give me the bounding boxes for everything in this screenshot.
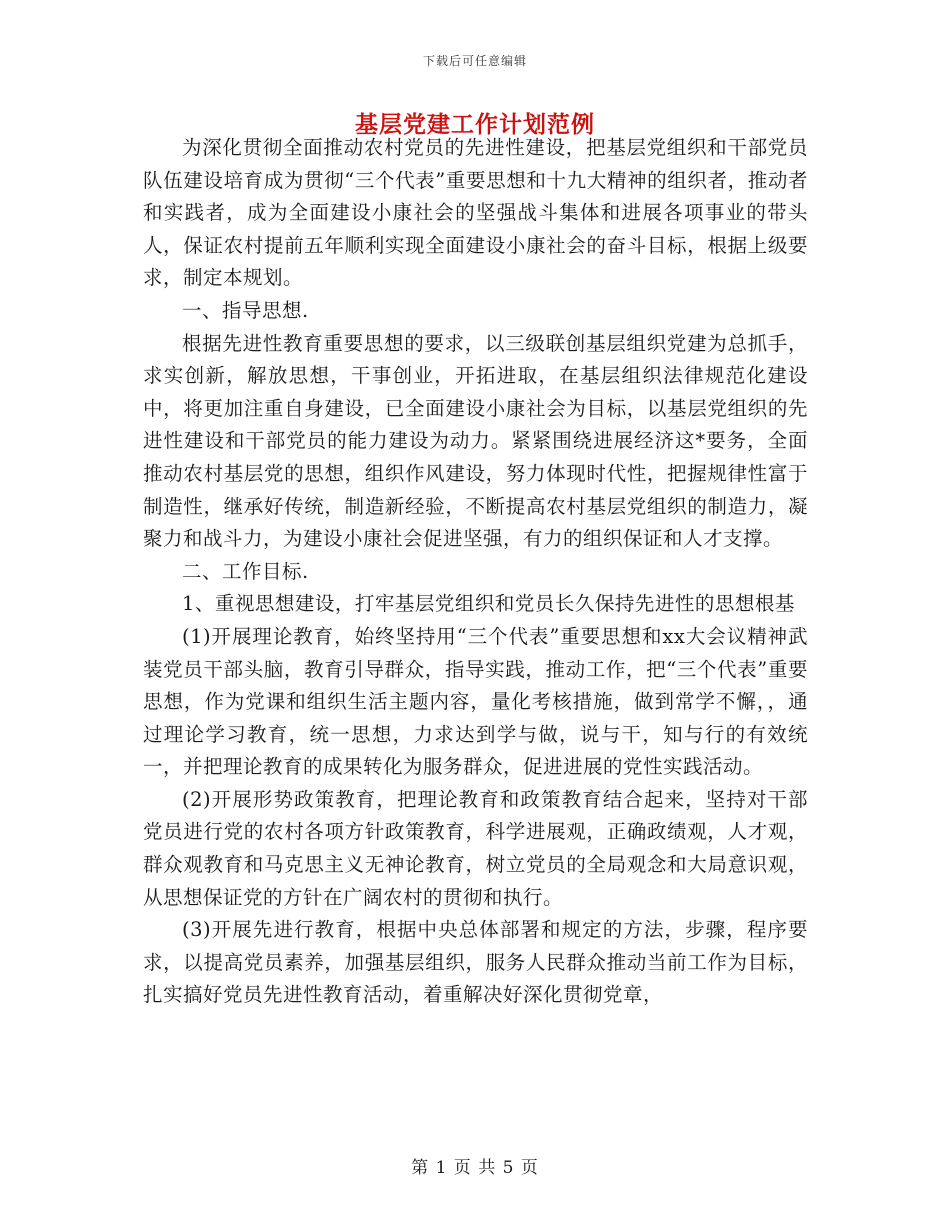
paragraph-theory-education: (1)开展理论教育，始终坚持用“三个代表”重要思想和xx大会议精神武装党员干部头脑，教育引导群众，指导实践，推动工作，把“三个代表”重要思想，作为党课和组织生活主题内容，量化考核措施，做到常学不懈，，通过理论学习教育，统一思想，力求达到学与做，说与干，知与行的有效统一，并把理论教育的成果转化为服务群众，促进进展的党性实践活动。 <box>143 624 808 779</box>
document-title: 基层党建工作计划范例 <box>355 111 595 138</box>
paragraph-advanced-education: (3)开展先进行教育，根据中央总体部署和规定的方法，步骤，程序要求，以提高党员素养，加强基层组织，服务人民群众推动当前工作为目标，扎实搞好党员先进性教育活动，着重解决好深化贯彻党章， <box>143 918 808 1007</box>
paragraph-policy-education: (2)开展形势政策教育，把理论教育和政策教育结合起来，坚持对干部党员进行党的农村各项方针政策教育，科学进展观，正确政绩观，人才观，群众观教育和马克思主义无神论教育，树立党员的全局观念和大局意识观，从思想保证党的方针在广阔农村的贯彻和执行。 <box>143 787 808 909</box>
document-body <box>143 132 808 1012</box>
page-number: 第 1 页 共 5 页 <box>411 1158 539 1178</box>
subheading-ideological-building: 1、重视思想建设，打牢基层党组织和党员长久保持先进性的思想根基 <box>182 592 795 616</box>
section-heading-work-goals: 二、工作目标. <box>182 559 309 583</box>
paragraph-intro: 为深化贯彻全面推动农村党员的先进性建设，把基层党组织和干部党员队伍建设培育成为贯彻“三个代表”重要思想和十九大精神的组织者，推动者和实践者，成为全面建设小康社会的坚强战斗集体和进展各项事业的带头人，保证农村提前五年顺利实现全面建设小康社会的奋斗目标，根据上级要求，制定本规划。 <box>143 136 808 290</box>
section-heading-guiding-ideology: 一、指导思想. <box>182 298 309 322</box>
paragraph-guiding-ideology: 根据先进性教育重要思想的要求，以三级联创基层组织党建为总抓手，求实创新，解放思想，干事创业，开拓进取，在基层组织法律规范化建设中，将更加注重自身建设，已全面建设小康社会为目标，以基层党组织的先进性建设和干部党员的能力建设为动力。紧紧围绕进展经济这*要务，全面推动农村基层党的思想，组织作风建设，努力体现时代性，把握规律性富于制造性，继承好传统，制造新经验，不断提高农村基层党组织的制造力，凝聚力和战斗力，为建设小康社会促进坚强，有力的组织保证和人才支撑。 <box>143 331 808 551</box>
header-note: 下载后可任意编辑 <box>422 54 527 68</box>
